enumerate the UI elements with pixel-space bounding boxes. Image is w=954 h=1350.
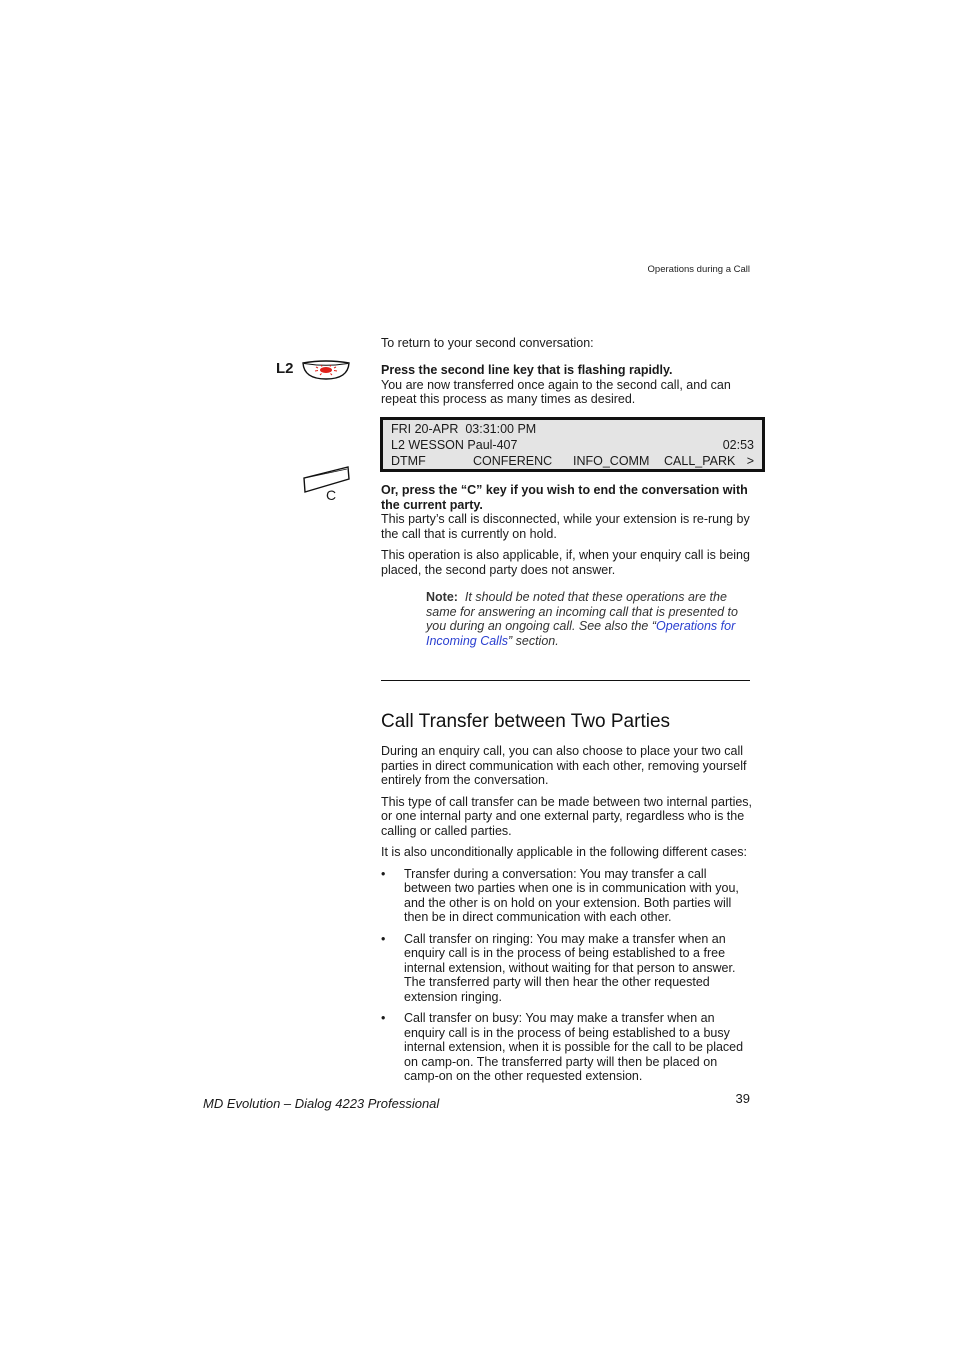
operations-incoming-calls-link[interactable]: Operations for Incoming Calls <box>426 619 736 648</box>
bullet: • <box>381 866 386 881</box>
note-box <box>426 590 746 648</box>
l2-key-label: L2 <box>276 360 294 377</box>
display-duration: 02:53 <box>722 438 754 452</box>
list-item-text: Call transfer on busy: You may make a transfer when an enquiry call is in the process of being established to a busy internal extension, when it is possible for the call to be placed on camp-on. The transferred party will then be placed on camp-on on the other requested extension. <box>404 1011 744 1083</box>
display-softkeys <box>391 453 754 469</box>
clear-key-icon <box>302 465 352 510</box>
phone-display <box>380 417 765 472</box>
bullet: • <box>381 931 386 946</box>
step1-instruction: Press the second line key that is flashing rapidly. <box>381 363 673 377</box>
footer-title: MD Evolution – Dialog 4223 Professional <box>203 1096 440 1111</box>
section-title: Call Transfer between Two Parties <box>381 711 671 732</box>
note-text: It should be noted that these operations are the same for answering an incoming call that is presented to you during an ongoing call. See also the “ <box>426 590 738 633</box>
softkey-dtmf[interactable]: DTMF <box>391 454 426 468</box>
transfer-cases-list <box>381 867 753 1084</box>
display-caller-row <box>391 437 754 453</box>
step1-block <box>381 363 753 407</box>
step2-instruction: Or, press the “C” key if you wish to end the conversation with the current party. <box>381 483 748 512</box>
note-label: Note: <box>426 590 458 604</box>
bullet: • <box>381 1011 386 1025</box>
section-block <box>381 711 753 1091</box>
softkey-more-arrow[interactable]: > <box>746 454 754 468</box>
intro-text: To return to your second conversation: <box>381 336 594 350</box>
list-item <box>381 1011 753 1084</box>
list-item <box>381 867 753 925</box>
list-item-text: Transfer during a conversation: You may transfer a call between two parties when one is in communication with you, and the other is on hold on your extension. Both parties will then be in direct communication with each other. <box>404 866 739 924</box>
running-header: Operations during a Call <box>647 264 750 275</box>
list-item-text: Call transfer on ringing: You may make a transfer when an enquiry call is in the process of being established to a free internal extension, without waiting for that person to answer. The transferred party will then hear the other requested extension ringing. <box>404 931 736 1004</box>
line-key-flashing-icon <box>301 358 351 387</box>
step1-description: You are now transferred once again to the second call, and can repeat this process as many times as desired. <box>381 377 731 406</box>
step2-extra: This operation is also applicable, if, when your enquiry call is being placed, the second party does not answer. <box>381 548 750 577</box>
softkey-info-comm[interactable]: INFO_COMM <box>573 454 650 468</box>
section-para-3: It is also unconditionally applicable in the following different cases: <box>381 845 747 859</box>
list-item <box>381 932 753 1005</box>
display-caller: L2 WESSON Paul-407 <box>391 438 518 452</box>
section-para-1: During an enquiry call, you can also choose to place your two call parties in direct communication with each other, removing yourself entirely from the conversation. <box>381 744 747 787</box>
note-text-end: ” section. <box>507 633 559 648</box>
section-para-2: This type of call transfer can be made between two internal parties, or one internal party and one external party, regardless who is the calling or called parties. <box>381 794 753 838</box>
page-number: 39 <box>735 1091 750 1106</box>
softkey-call-park[interactable]: CALL_PARK <box>664 454 736 468</box>
step2-description: This party’s call is disconnected, while your extension is re-rung by the call that is currently on hold. <box>381 512 750 541</box>
softkey-conferenc[interactable]: CONFERENC <box>473 454 553 468</box>
step2-block <box>381 483 753 577</box>
section-divider <box>381 680 750 681</box>
display-date-time: FRI 20-APR 03:31:00 PM <box>391 422 537 436</box>
clear-key-label: C <box>326 487 337 503</box>
